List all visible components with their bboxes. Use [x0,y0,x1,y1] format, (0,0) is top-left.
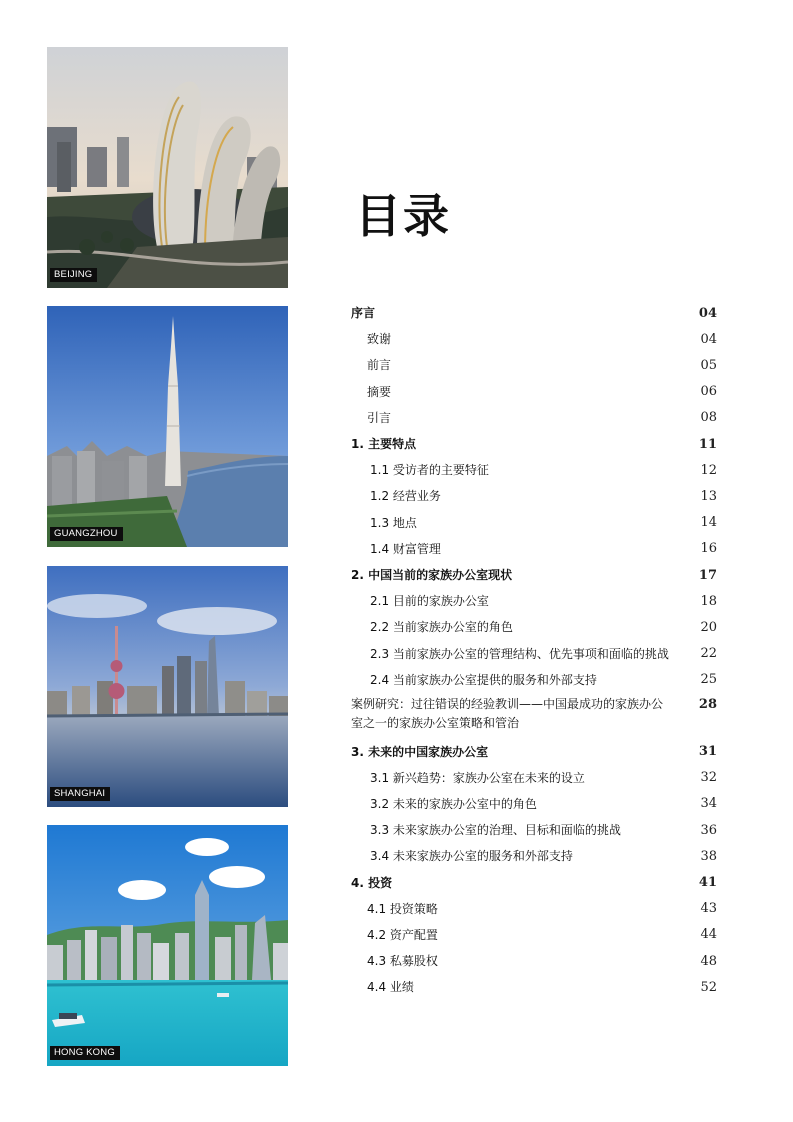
toc-entry[interactable] [351,872,717,894]
shanghai-skyline-image [47,566,288,807]
toc-entry[interactable] [351,433,717,455]
toc-entry-page-number: 14 [700,515,717,531]
toc-entry-page-number: 16 [700,541,717,557]
beijing-photo [47,47,288,288]
toc-entry-page-number: 32 [700,770,717,786]
toc-entry[interactable] [351,328,717,350]
guangzhou-skyline-image [47,306,288,547]
toc-entry-page-number: 18 [700,593,717,609]
toc-entry-label: 4.3 私募股权 [367,954,438,969]
toc-entry-label: 2.3 当前家族办公室的管理结构、优先事项和面临的挑战 [370,646,669,661]
toc-entry[interactable] [351,793,717,815]
toc-entry[interactable] [351,924,717,946]
toc-entry-label: 3.2 未来的家族办公室中的角色 [370,796,537,811]
toc-entry-page-number: 41 [698,875,717,890]
toc-entry-page-number: 12 [700,462,717,478]
toc-entry[interactable] [351,381,717,403]
toc-entry-page-number: 44 [700,927,717,943]
toc-entry-label: 4.4 业绩 [367,980,414,995]
toc-entry-page-number: 52 [700,979,717,995]
toc-entry-page-number: 04 [698,305,717,321]
toc-entry[interactable] [351,767,717,789]
city-label-beijing: BEIJING [50,268,97,282]
toc-entry[interactable] [351,616,717,638]
toc-entry-page-number: 38 [700,848,717,864]
toc-entry-label: 案例研究：过往错误的经验教训——中国最成功的家族办公室之一的家族办公室策略和管治 [351,697,664,730]
toc-entry[interactable] [351,695,717,733]
toc-entry-page-number: 13 [700,488,717,504]
toc-entry-label: 3.1 新兴趋势：家族办公室在未来的设立 [370,770,585,785]
toc-entry[interactable] [351,898,717,920]
toc-entry-label: 1.2 经营业务 [370,489,441,504]
toc-entry-label: 2. 中国当前的家族办公室现状 [351,568,513,582]
toc-entry-label: 2.4 当前家族办公室提供的服务和外部支持 [370,672,597,687]
toc-entry[interactable] [351,741,717,763]
toc-entry-label: 1.3 地点 [370,515,417,530]
toc-entry-label: 1.1 受访者的主要特征 [370,463,489,478]
toc-entry[interactable] [351,845,717,867]
toc-entry[interactable] [351,485,717,507]
toc-entry-label: 前言 [367,358,392,373]
toc-entry-label: 3. 未来的中国家族办公室 [351,744,489,759]
toc-entry-page-number: 06 [700,384,717,400]
toc-entry-page-number: 43 [700,901,717,917]
toc-entry-label: 引言 [367,410,392,425]
toc-entry-page-number: 48 [700,953,717,969]
toc-entry[interactable] [351,354,717,376]
toc-entry[interactable] [351,643,717,665]
toc-entry-label: 3.3 未来家族办公室的治理、目标和面临的挑战 [370,823,621,838]
page-title: 目录 [355,189,451,243]
toc-entry-label: 摘要 [367,384,392,399]
toc-entry[interactable] [351,976,717,998]
city-label-shanghai: SHANGHAI [50,787,110,801]
toc-entry[interactable] [351,669,717,691]
toc-entry[interactable] [351,950,717,972]
toc-entry-page-number: 28 [698,697,717,712]
toc-entry[interactable] [351,459,717,481]
toc-entry[interactable] [351,590,717,612]
toc-entry-page-number: 36 [700,822,717,838]
city-label-hongkong: HONG KONG [50,1046,120,1060]
hongkong-skyline-image [47,825,288,1066]
toc-entry-label: 序言 [351,306,376,320]
toc-entry-label: 4. 投资 [351,875,393,890]
guangzhou-photo [47,306,288,547]
toc-entry-page-number: 34 [700,796,717,812]
toc-entry-label: 4.2 资产配置 [367,927,438,942]
toc-entry[interactable] [351,512,717,534]
toc-entry-page-number: 20 [700,619,717,635]
toc-entry-label: 2.2 当前家族办公室的角色 [370,620,513,635]
city-label-guangzhou: GUANGZHOU [50,527,123,541]
toc-entry-label: 3.4 未来家族办公室的服务和外部支持 [370,849,573,864]
toc-entry-page-number: 17 [698,567,717,583]
toc-entry-label: 致谢 [367,332,392,347]
toc-entry-page-number: 31 [698,744,717,759]
toc-entry[interactable] [351,407,717,429]
toc-entry[interactable] [351,564,717,586]
beijing-skyline-image [47,47,288,288]
hongkong-photo [47,825,288,1066]
toc-entry-page-number: 22 [700,646,717,662]
toc-entry-page-number: 11 [698,436,717,452]
toc-entry[interactable] [351,538,717,560]
toc-entry-page-number: 05 [700,357,717,373]
shanghai-photo [47,566,288,807]
toc-entry-label: 1. 主要特点 [351,437,417,451]
toc-entry-page-number: 25 [700,672,717,688]
toc-entry-label: 4.1 投资策略 [367,901,438,916]
toc-entry-page-number: 08 [700,410,717,426]
toc-entry[interactable] [351,819,717,841]
toc-entry-label: 2.1 目前的家族办公室 [370,594,489,609]
toc-entry-page-number: 04 [700,331,717,347]
toc-entry[interactable] [351,302,717,324]
toc-entry-label: 1.4 财富管理 [370,541,441,556]
